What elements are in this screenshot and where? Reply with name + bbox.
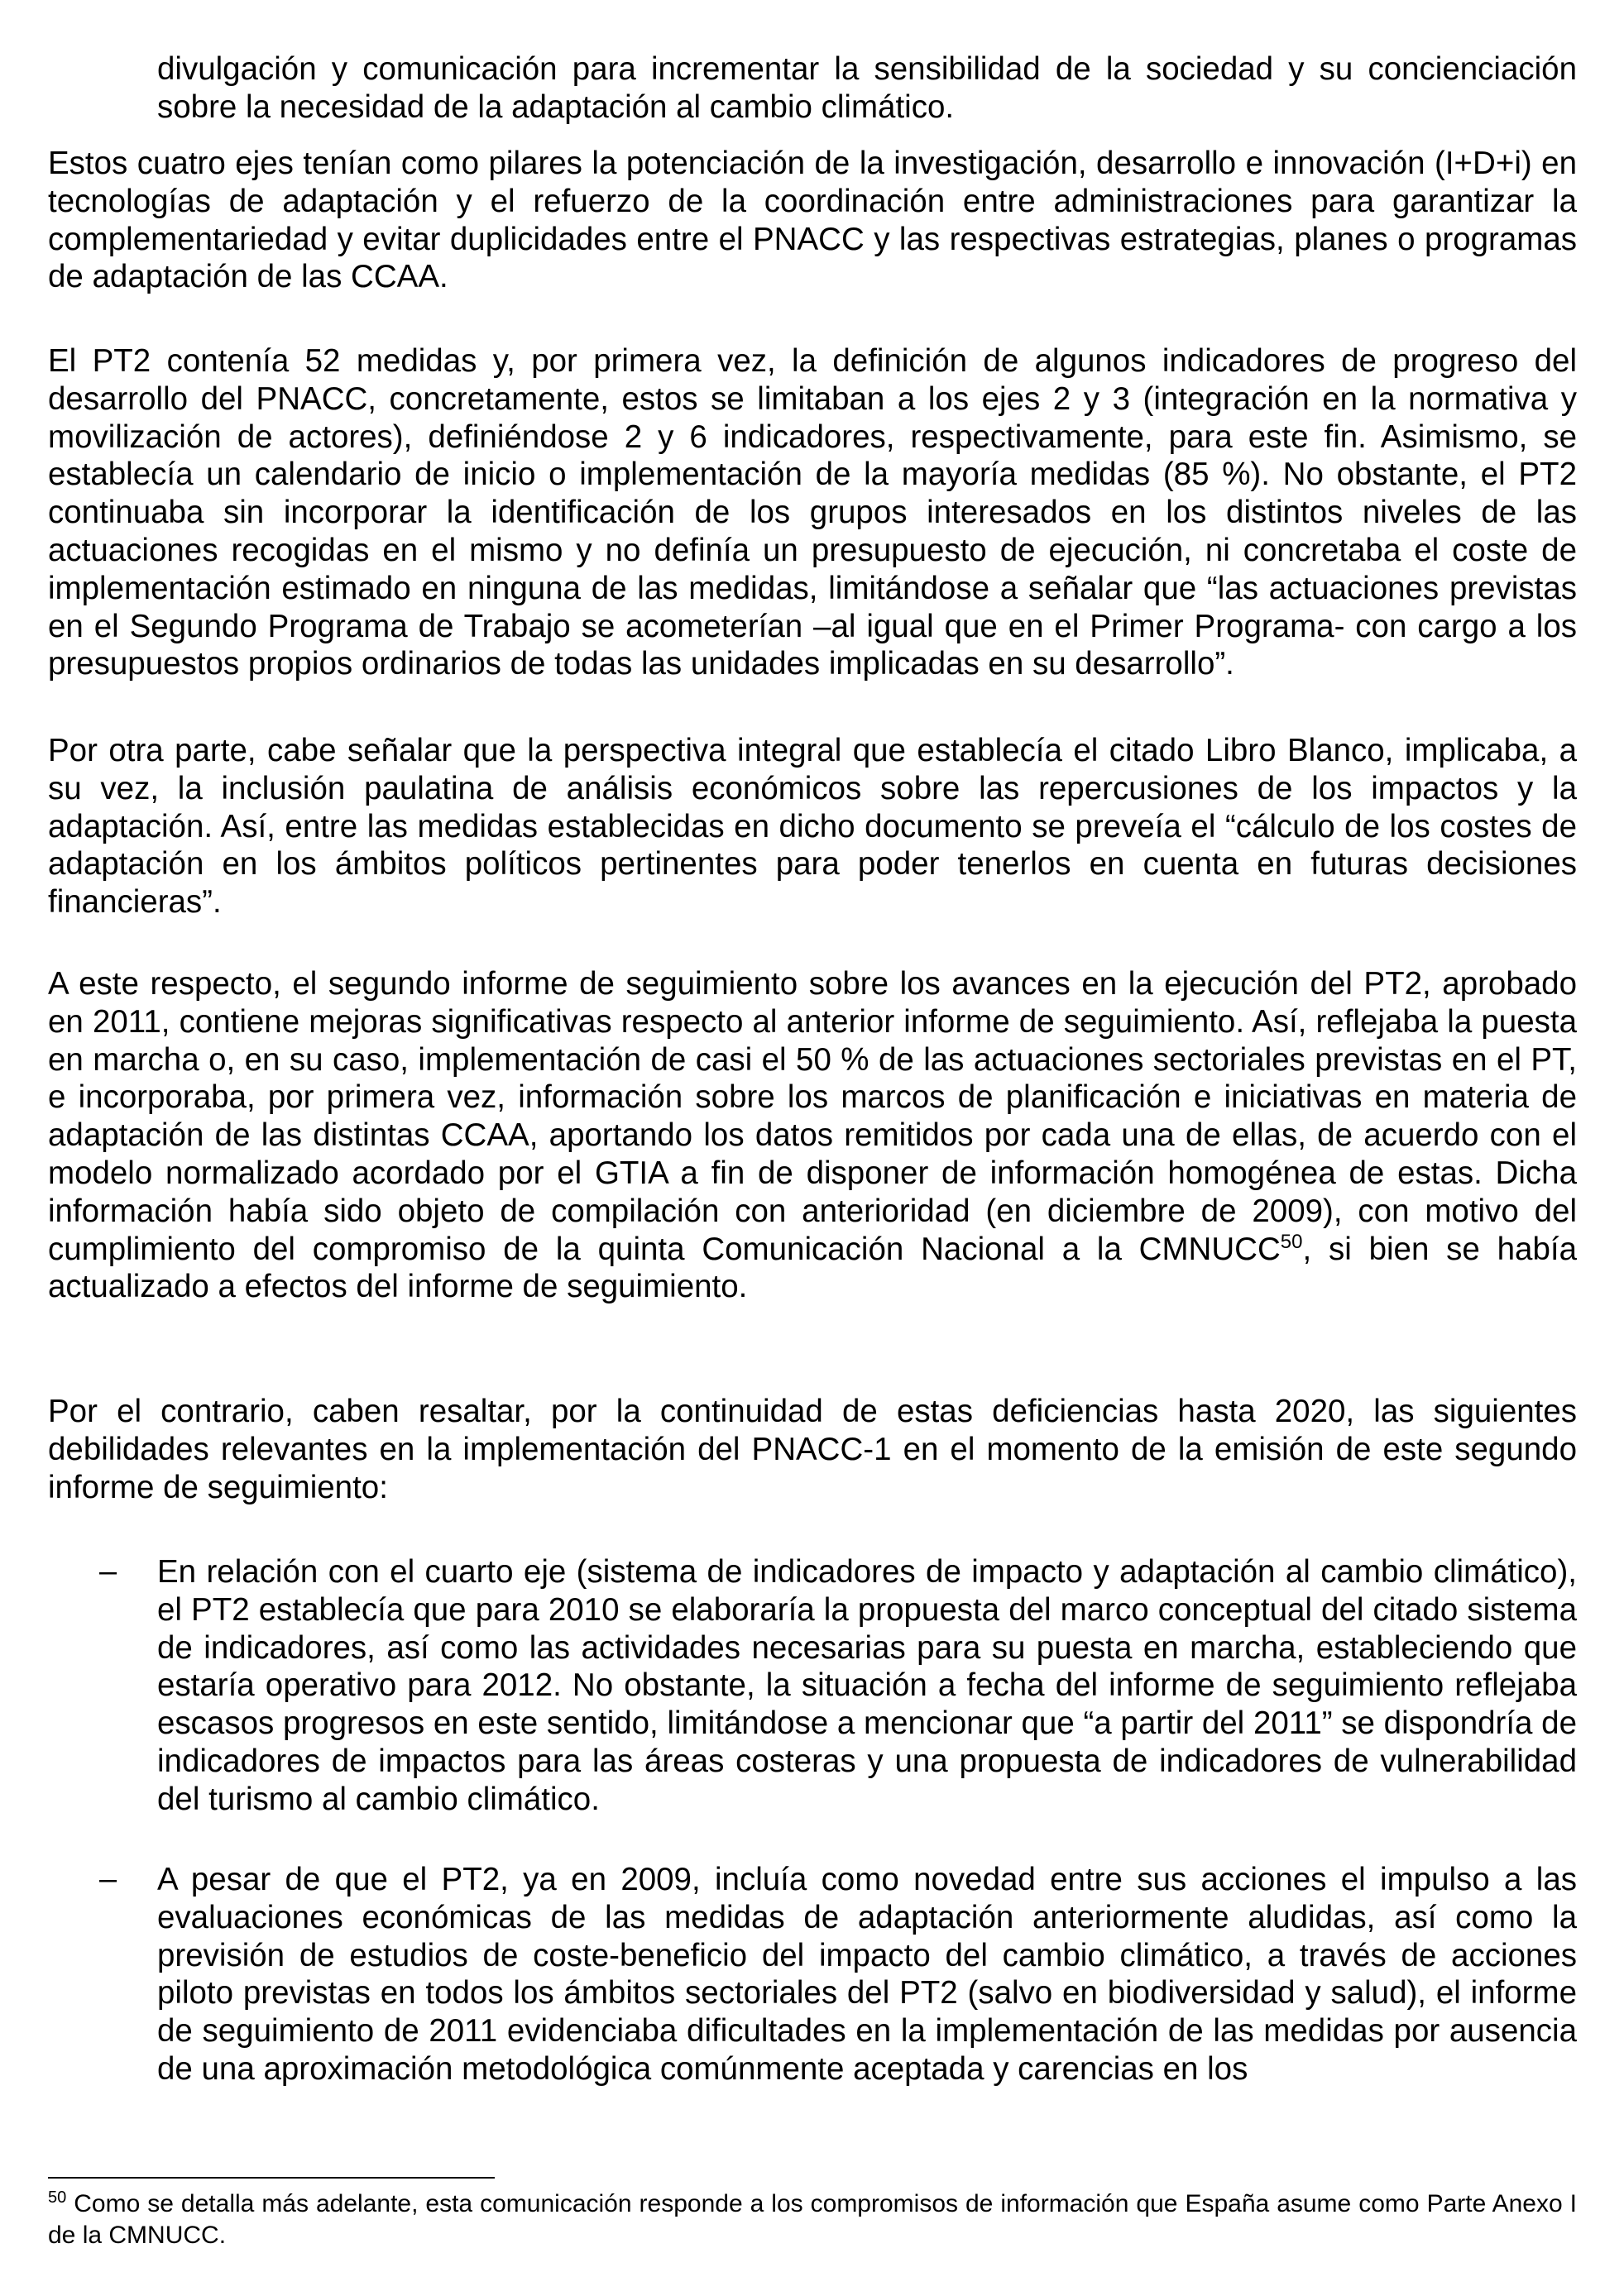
paragraph-ejes — [48, 145, 1577, 296]
bullet-text: A pesar de que el PT2, ya en 2009, incluía como novedad entre sus acciones el impulso a las evaluaciones económicas de las medidas de adaptación anteriormente aludidas, así como la previsión de estudios de coste-beneficio del impacto del cambio climático, a través de acciones piloto previstas en todos los ámbitos sectoriales del PT2 (salvo en biodiversidad y salud), el informe de seguimiento de 2011 evidenciaba dificultades en la implementación de las medidas por ausencia de una aproximación metodológica comúnmente aceptada y carencias en los — [157, 1862, 1577, 2087]
paragraph-pt2-medidas — [48, 342, 1577, 683]
footnote-text: Como se detalla más adelante, esta comunicación responde a los compromisos de información que España asume como Parte Anexo I de la CMNUCC. — [48, 2190, 1577, 2249]
paragraph-segundo-informe — [48, 965, 1577, 1306]
paragraph: El PT2 contenía 52 medidas y, por primera vez, la definición de algunos indicadores de progreso del desarrollo del PNACC, concretamente, estos se limitaban a los ejes 2 y 3 (integración en la normativa y movilización de actores), definiéndose 2 y 6 indicadores, respectivamente, para este fin. Asimismo, se establecía un calendario de inicio o implementación de la mayoría medidas (85 %). No obstante, el PT2 continuaba sin incorporar la identificación de los grupos interesados en los distintos niveles de las actuaciones recogidas en el mismo y no definía un presupuesto de ejecución, ni concretaba el coste de implementación estimado en ninguna de las medidas, limitándose a señalar que “las actuaciones previstas en el Segundo Programa de Trabajo se acometerían –al igual que en el Primer Programa- con cargo a los presupuestos propios ordinarios de todas las unidades implicadas en su desarrollo”. — [48, 343, 1577, 682]
paragraph-text: A este respecto, el segundo informe de seguimiento sobre los avances en la ejecución del PT2, aprobado en 2011, contiene mejoras significativas respecto al anterior informe de seguimiento. Así, reflejaba la puesta en marcha o, en su caso, implementación de casi el 50 % de las actuaciones sectoriales previstas en el PT, e incorporaba, por primera vez, información sobre los marcos de planificación e iniciativas en materia de adaptación de las distintas CCAA, aportando los datos remitidos por cada una de ellas, de acuerdo con el modelo normalizado acordado por el GTIA a fin de disponer de información homogénea de estas. Dicha información había sido objeto de compilación con anterioridad (en diciembre de 2009), con motivo del cumplimiento del compromiso de la quinta Comunicación Nacional a la CMNUCC — [48, 966, 1577, 1267]
footnote-separator — [48, 2177, 495, 2179]
bullet-marker: – — [99, 1554, 117, 1589]
paragraph — [48, 965, 1577, 1306]
bullet-item — [157, 1553, 1577, 1819]
paragraph: Estos cuatro ejes tenían como pilares la potenciación de la investigación, desarrollo e innovación (I+D+i) en tecnologías de adaptación y el refuerzo de la coordinación entre administraciones para garantizar la complementariedad y evitar duplicidades entre el PNACC y las respectivas estrategias, planes o programas de adaptación de las CCAA. — [48, 146, 1577, 295]
footnote-reference: 50 — [1280, 1230, 1303, 1253]
bullet-text: En relación con el cuarto eje (sistema de indicadores de impacto y adaptación al cambio climático), el PT2 establecía que para 2010 se elaboraría la propuesta del marco conceptual del citado sistema de indicadores, así como las actividades necesarias para su puesta en marcha, estableciendo que estaría operativo para 2012. No obstante, la situación a fecha del informe de seguimiento reflejaba escasos progresos en este sentido, limitándose a mencionar que “a partir del 2011” se dispondría de indicadores de impactos para las áreas costeras y una propuesta de indicadores de vulnerabilidad del turismo al cambio climático. — [157, 1554, 1577, 1817]
bullet-marker: – — [99, 1862, 117, 1897]
paragraph: Por el contrario, caben resaltar, por la continuidad de estas deficiencias hasta 2020, las siguientes debilidades relevantes en la implementación del PNACC-1 en el momento de la emisión de este segundo informe de seguimiento: — [48, 1394, 1577, 1505]
footnote — [48, 2188, 1577, 2251]
intro-continuation — [157, 50, 1577, 127]
paragraph-debilidades — [48, 1393, 1577, 1506]
bullet-item — [157, 1861, 1577, 2088]
paragraph-text: , si bien se había actualizado a efectos del informe de seguimiento. — [48, 1231, 1577, 1305]
paragraph-libro-blanco — [48, 732, 1577, 921]
paragraph: Por otra parte, cabe señalar que la perspectiva integral que establecía el citado Libro Blanco, implicaba, a su vez, la inclusión paulatina de análisis económicos sobre las repercusiones de los impactos y la adaptación. Así, entre las medidas establecidas en dicho documento se preveía el “cálculo de los costes de adaptación en los ámbitos políticos pertinentes para poder tenerlos en cuenta en futuras decisiones financieras”. — [48, 733, 1577, 921]
paragraph: divulgación y comunicación para incrementar la sensibilidad de la sociedad y su concienciación sobre la necesidad de la adaptación al cambio climático. — [157, 51, 1577, 125]
footnote-number: 50 — [48, 2188, 67, 2207]
